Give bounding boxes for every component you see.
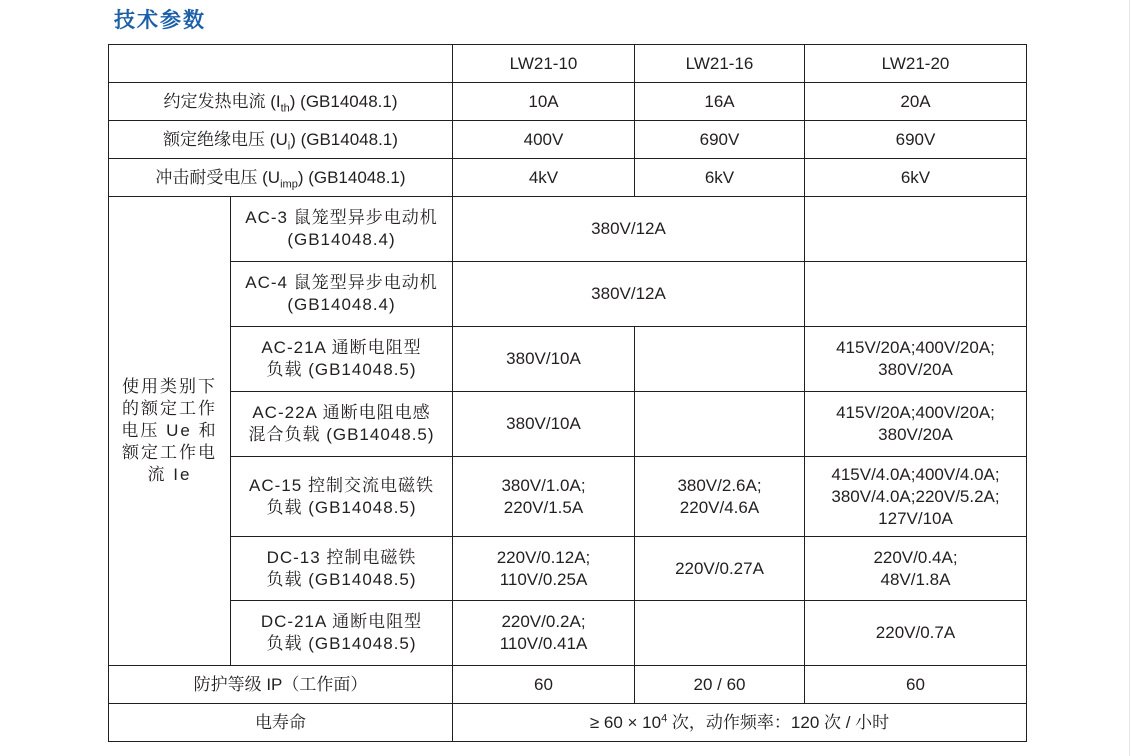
- usage-row-ac22a: [109, 392, 1027, 457]
- usage-value-ac15-lw21-10: 380V/1.0A; 220V/1.5A: [453, 457, 635, 537]
- usage-value-dc13-lw21-10: 220V/0.12A; 110V/0.25A: [453, 537, 635, 601]
- usage-value-ac22a-lw21-16: [635, 392, 805, 457]
- insulation-voltage-lw21-20: 690V: [805, 121, 1027, 159]
- thermal-current-lw21-20: 20A: [805, 83, 1027, 121]
- spec-table: [108, 44, 1027, 742]
- electrical-life-value: ≥ $60 \times 10^4$ 次，动作频率：120 次 / 小时: [453, 704, 1027, 742]
- usage-value-ac4-lw21-10-16: 380V/12A: [453, 262, 805, 327]
- usage-value-ac4-lw21-20: [805, 262, 1027, 327]
- thermal-current-row: [109, 83, 1027, 121]
- usage-value-dc13-lw21-16: 220V/0.27A: [635, 537, 805, 601]
- impulse-voltage-label: 冲击耐受电压 $(U_{imp})$ (GB14048.1): [109, 159, 453, 197]
- protection-lw21-20: 60: [805, 666, 1027, 704]
- usage-value-ac15-lw21-20: 415V/4.0A;400V/4.0A; 380V/4.0A;220V/5.2A; 127V/10A: [805, 457, 1027, 537]
- protection-lw21-10: 60: [453, 666, 635, 704]
- usage-label-ac15: AC-15 控制交流电磁铁 负载 (GB14048.5): [231, 457, 453, 537]
- usage-label-ac4: AC-4 鼠笼型异步电动机 (GB14048.4): [231, 262, 453, 327]
- usage-value-ac22a-lw21-20: 415V/20A;400V/20A; 380V/20A: [805, 392, 1027, 457]
- section-title: 技术参数: [114, 9, 206, 32]
- thermal-current-label: 约定发热电流 $(I_{th})$ (GB14048.1): [109, 83, 453, 121]
- insulation-voltage-label: 额定绝缘电压 $(U_i)$ (GB14048.1): [109, 121, 453, 159]
- model-header-lw21-10: LW21-10: [453, 45, 635, 83]
- usage-value-ac21a-lw21-20: 415V/20A;400V/20A; 380V/20A: [805, 327, 1027, 392]
- usage-row-ac3: [109, 197, 1027, 262]
- usage-row-ac15: [109, 457, 1027, 537]
- usage-category-label: 使用类别下 的额定工作 电压 Ue 和 额定工作电 流 Ie: [109, 197, 231, 666]
- insulation-voltage-row: [109, 121, 1027, 159]
- usage-value-ac21a-lw21-16: [635, 327, 805, 392]
- model-header-lw21-16: LW21-16: [635, 45, 805, 83]
- header-empty-cell: [109, 45, 453, 83]
- usage-row-ac4: [109, 262, 1027, 327]
- protection-label: 防护等级 IP（工作面）: [109, 666, 453, 704]
- model-header-lw21-20: LW21-20: [805, 45, 1027, 83]
- usage-value-ac21a-lw21-10: 380V/10A: [453, 327, 635, 392]
- insulation-voltage-lw21-16: 690V: [635, 121, 805, 159]
- insulation-voltage-lw21-10: 400V: [453, 121, 635, 159]
- usage-value-ac3-lw21-20: [805, 197, 1027, 262]
- usage-label-ac3: AC-3 鼠笼型异步电动机 (GB14048.4): [231, 197, 453, 262]
- electrical-life-row: [109, 704, 1027, 742]
- usage-label-dc21a: DC-21A 通断电阻型 负载 (GB14048.5): [231, 601, 453, 666]
- usage-value-dc13-lw21-20: 220V/0.4A; 48V/1.8A: [805, 537, 1027, 601]
- usage-row-dc13: [109, 537, 1027, 601]
- usage-row-dc21a: [109, 601, 1027, 666]
- thermal-current-lw21-16: 16A: [635, 83, 805, 121]
- header-row: [109, 45, 1027, 83]
- electrical-life-label: 电寿命: [109, 704, 453, 742]
- usage-value-dc21a-lw21-20: 220V/0.7A: [805, 601, 1027, 666]
- usage-value-ac22a-lw21-10: 380V/10A: [453, 392, 635, 457]
- impulse-voltage-lw21-10: 4kV: [453, 159, 635, 197]
- thermal-current-lw21-10: 10A: [453, 83, 635, 121]
- usage-label-dc13: DC-13 控制电磁铁 负载 (GB14048.5): [231, 537, 453, 601]
- usage-label-ac22a: AC-22A 通断电阻电感 混合负载 (GB14048.5): [231, 392, 453, 457]
- protection-row: [109, 666, 1027, 704]
- protection-lw21-16: 20 / 60: [635, 666, 805, 704]
- usage-value-dc21a-lw21-10: 220V/0.2A; 110V/0.41A: [453, 601, 635, 666]
- usage-row-ac21a: [109, 327, 1027, 392]
- page-edge-rule: [1129, 0, 1130, 756]
- impulse-voltage-lw21-16: 6kV: [635, 159, 805, 197]
- usage-value-ac15-lw21-16: 380V/2.6A; 220V/4.6A: [635, 457, 805, 537]
- usage-label-ac21a: AC-21A 通断电阻型 负载 (GB14048.5): [231, 327, 453, 392]
- impulse-voltage-lw21-20: 6kV: [805, 159, 1027, 197]
- usage-value-ac3-lw21-10-16: 380V/12A: [453, 197, 805, 262]
- usage-value-dc21a-lw21-16: [635, 601, 805, 666]
- impulse-voltage-row: [109, 159, 1027, 197]
